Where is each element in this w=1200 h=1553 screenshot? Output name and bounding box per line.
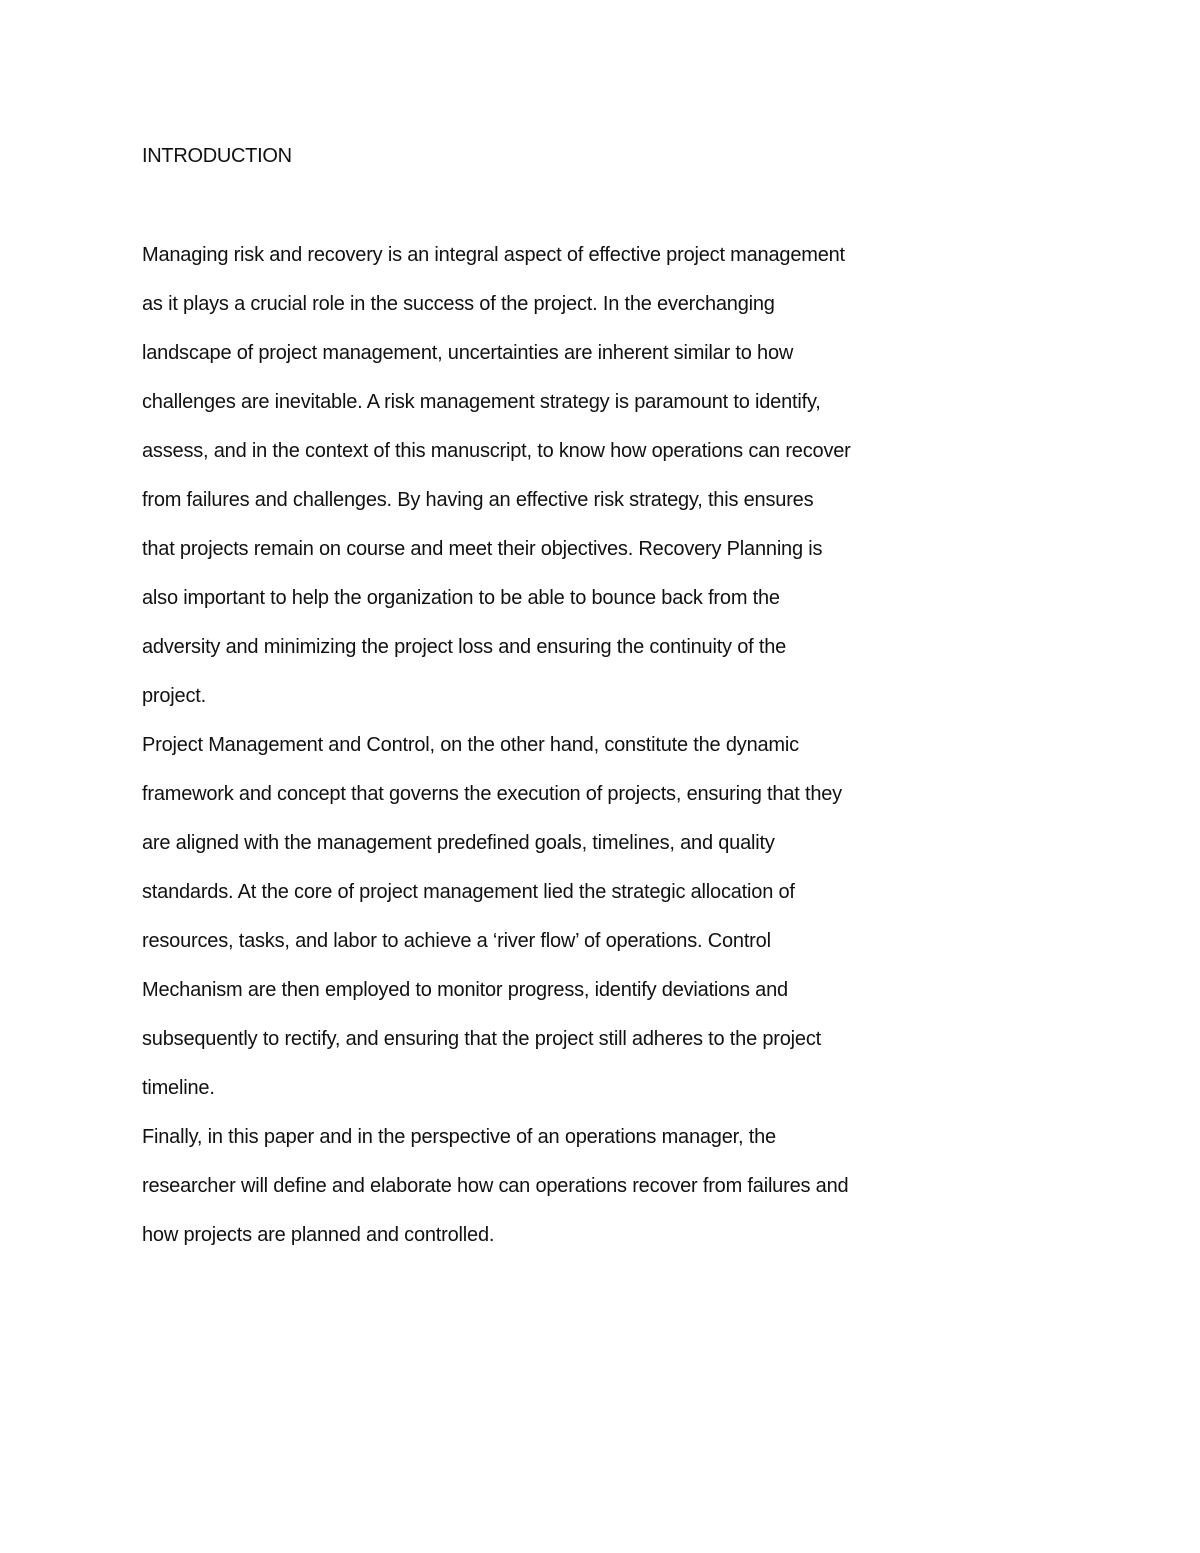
body-line: are aligned with the management predefined goals, timelines, and quality — [142, 832, 775, 854]
body-line: project. — [142, 685, 206, 707]
body-line: challenges are inevitable. A risk management strategy is paramount to identify, — [142, 391, 821, 413]
body-line: assess, and in the context of this manuscript, to know how operations can recover — [142, 440, 851, 462]
body-line: how projects are planned and controlled. — [142, 1224, 495, 1246]
body-line: standards. At the core of project management lied the strategic allocation of — [142, 881, 795, 903]
body-line: from failures and challenges. By having an effective risk strategy, this ensures — [142, 489, 814, 511]
body-line: subsequently to rectify, and ensuring that the project still adheres to the project — [142, 1028, 821, 1050]
body-line: researcher will define and elaborate how can operations recover from failures and — [142, 1175, 849, 1197]
body-line: also important to help the organization to be able to bounce back from the — [142, 587, 780, 609]
body-line: Project Management and Control, on the other hand, constitute the dynamic — [142, 734, 799, 756]
body-line: timeline. — [142, 1077, 215, 1099]
body-line: Finally, in this paper and in the perspective of an operations manager, the — [142, 1126, 776, 1148]
body-line: landscape of project management, uncertainties are inherent similar to how — [142, 342, 794, 364]
body-line: Mechanism are then employed to monitor progress, identify deviations and — [142, 979, 788, 1001]
section-heading: INTRODUCTION — [142, 145, 292, 167]
body-line: resources, tasks, and labor to achieve a ‘river flow’ of operations. Control — [142, 930, 771, 952]
body-line: adversity and minimizing the project loss and ensuring the continuity of the — [142, 636, 787, 658]
body-line: Managing risk and recovery is an integral aspect of effective project management — [142, 244, 845, 266]
body-line: that projects remain on course and meet their objectives. Recovery Planning is — [142, 538, 823, 560]
body-line: as it plays a crucial role in the success of the project. In the everchanging — [142, 293, 775, 315]
body-line: framework and concept that governs the execution of projects, ensuring that they — [142, 783, 842, 805]
